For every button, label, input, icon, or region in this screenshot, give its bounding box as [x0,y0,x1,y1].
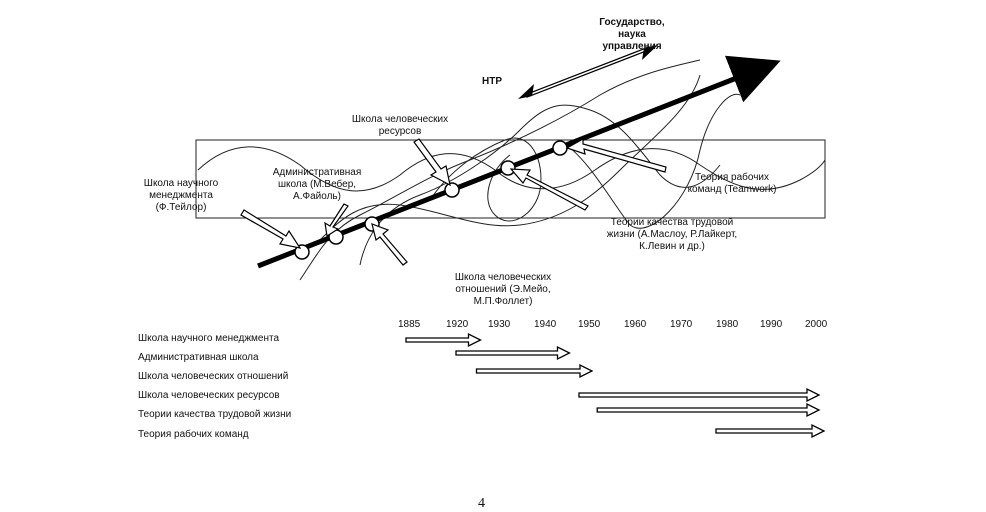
year-label: 1930 [488,319,511,330]
label-administrative-line-1: Административная [272,167,362,178]
label-human-relations-line-1: Школа человеческих [454,272,552,283]
ntr-double-arrow [518,45,658,99]
timeline-row-label: Школа научного менеджмента [138,333,280,344]
label-quality-line-1: Теории качества трудовой [610,217,734,228]
timeline-arrow [456,347,570,359]
year-label: 1940 [534,319,557,330]
year-label: 1885 [398,319,421,330]
label-teamwork [672,172,792,196]
year-label: 2000 [805,319,828,330]
label-scientific-line-3: (Ф.Тейлор) [155,202,207,213]
label-quality-line-2: жизни (А.Маслоу, Р.Лайкерт, [606,229,738,240]
label-quality-line-3: К.Левин и др.) [639,241,705,252]
label-human-relations [433,272,573,308]
callout-arrow-human-relations [372,224,407,265]
tangle-curve-3 [320,75,700,240]
timeline-arrow [579,389,819,401]
callout-arrow-teamwork [567,139,666,172]
timeline-arrow [597,404,819,416]
timeline-row-label: Школа человеческих ресурсов [138,390,280,401]
top-label-line-2: наука [618,29,646,40]
timeline-arrow [477,365,593,377]
year-label: 1980 [716,319,739,330]
label-administrative [262,167,372,203]
timeline-row-label: Школа человеческих отношений [138,371,289,382]
timeline-row-label: Теория рабочих команд [138,429,249,440]
label-human-resources-line-2: ресурсов [378,126,422,137]
year-label: 1950 [578,319,601,330]
year-label: 1990 [760,319,783,330]
timeline-row-label: Административная школа [138,352,259,363]
callout-arrow-scientific [241,210,300,248]
label-human-resources-line-1: Школа человеческих [351,114,449,125]
milestone-human-resources [445,183,459,197]
year-label: 1960 [624,319,647,330]
label-teamwork-line-1: Теория рабочих [695,172,769,183]
top-label [582,17,682,53]
label-administrative-line-3: А.Файоль) [293,191,341,202]
label-human-relations-line-3: М.П.Фоллет) [473,296,533,307]
label-quality-of-work-life [577,217,767,253]
label-scientific-management [126,178,236,214]
label-scientific-line-1: Школа научного [143,178,219,189]
timeline-arrows [406,334,824,437]
label-scientific-line-2: менеджмента [149,190,213,201]
timeline-arrow [716,425,824,437]
top-label-line-3: управления [602,41,662,52]
label-teamwork-line-2: команд (Teamwork) [687,184,777,195]
label-human-resources [330,114,470,138]
label-administrative-line-2: школа (М.Вебер, [277,179,357,190]
page-number: 4 [478,496,485,511]
milestone-quality-of-work-life [501,161,515,175]
ntr-label: НТР [482,76,502,87]
top-label-line-1: Государство, [599,17,665,28]
timeline-row-label: Теории качества трудовой жизни [138,409,292,420]
milestone-teamwork [553,141,567,155]
label-human-relations-line-2: отношений (Э.Мейо, [455,284,551,295]
year-label: 1920 [446,319,469,330]
callout-arrow-quality [511,169,588,210]
year-label: 1970 [670,319,693,330]
timeline-arrow [406,334,481,346]
